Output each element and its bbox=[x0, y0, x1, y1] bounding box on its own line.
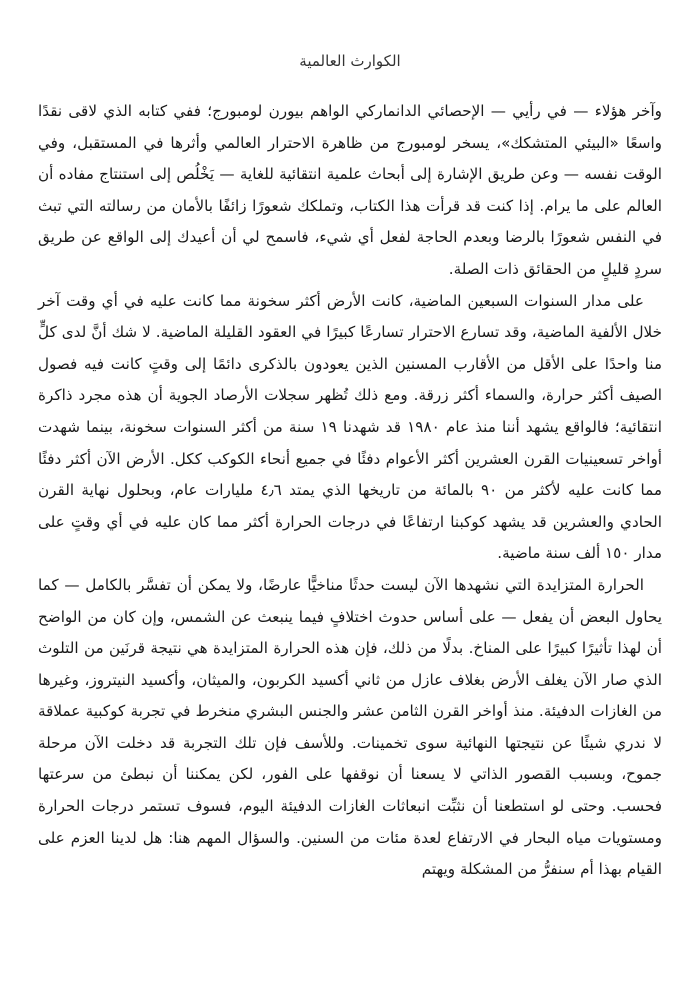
book-page bbox=[38, 0, 662, 1000]
paragraph: على مدار السنوات السبعين الماضية، كانت الأرض أكثر سخونة مما كانت عليه في أي وقت آخر خلال الألفية الماضية، وقد تسارع الاحترار تسارعًا كبيرًا في العقود القليلة الماضية. لا شك أنَّ لدى كلٍّ منا واحدًا على الأقل من الأقارب المسنين الذين يعودون بالذكرى دائمًا إلى وقتٍ كانت فيه فصول الصيف أكثر حرارة، والسماء أكثر زرقة. ومع ذلك تُظهر سجلات الأرصاد الجوية أن هذه مجرد ذاكرة انتقائية؛ فالواقع يشهد أننا منذ عام ١٩٨٠ قد شهدنا ١٩ سنة من أكثر السنوات سخونة، بينما شهدت أواخر تسعينيات القرن العشرين أكثر الأعوام دفئًا في جميع أنحاء الكوكب ككل. الأرض الآن أكثر دفئًا مما كانت عليه لأكثر من ٩٠ بالمائة من تاريخها الذي يمتد ٤٫٦ مليارات عام، وبحلول نهاية القرن الحادي والعشرين قد يشهد كوكبنا ارتفاعًا في درجات الحرارة أكثر مما كان عليه في أي وقتٍ على مدار ١٥٠ ألف سنة ماضية. bbox=[38, 291, 663, 563]
paragraph: الحرارة المتزايدة التي نشهدها الآن ليست حدثًا مناخيًّا عارضًا، ولا يمكن أن تفسَّر بالكامل — كما يحاول البعض أن يفعل — على أساس حدوث اختلافٍ فيما ينبعث عن الشمس، وإن كان من الواضح أن لهذا تأثيرًا كبيرًا على المناخ. بدلًا من ذلك، فإن هذه الحرارة المتزايدة هي نتيجة قرنَين من التلوث الذي صار الآن يغلف الأرض بغلاف عازل من ثاني أكسيد الكربون، والميثان، وأكسيد النيتروز، وغيرها من الغازات الدفيئة. منذ أواخر القرن الثامن عشر والجنس البشري منخرط في تجربة كوكبية عملاقة لا ندري شيئًا عن نتيجتها النهائية سوى تخمينات. وللأسف فإن تلك التجربة قد دخلت الآن مرحلة جموح، وبسبب القصور الذاتي لا يسعنا أن نوقفها على الفور، لكن يمكننا أن نبطئ من سرعتها فحسب. وحتى لو استطعنا أن نثبِّت انبعاثات الغازات الدفيئة اليوم، فسوف تستمر درجات الحرارة ومستويات مياه البحار في الارتفاع لعدة مئات من السنين. والسؤال المهم هنا: هل لدينا العزم على القيام بهذا أم سنفرُّ من المشكلة ويهتم bbox=[38, 575, 662, 879]
body-text bbox=[38, 96, 662, 886]
paragraph: وآخر هؤلاء — في رأيي — الإحصائي الدانماركي الواهم بيورن لومبورج؛ ففي كتابه الذي لاقى نقدًا واسعًا «البيئي المتشكك»، يسخر لومبورج من ظاهرة الاحترار العالمي وأثرها في المستقبل، وفي الوقت نفسه — وعن طريق الإشارة إلى أبحاث علمية انتقائية للغاية — يَخْلُص إلى استنتاج مفاده أن العالم على ما يرام. إذا كنت قد قرأت هذا الكتاب، وتملكك شعورًا زائفًا بالأمان من رسالته التي تبث في النفس شعورًا بالرضا وبعدم الحاجة لفعل أي شيء، فاسمح لي أن أعيدك إلى الواقع عن طريق سردٍ قليلٍ من الحقائق ذات الصلة. bbox=[38, 102, 662, 278]
running-header: الكوارث العالمية bbox=[299, 52, 401, 70]
